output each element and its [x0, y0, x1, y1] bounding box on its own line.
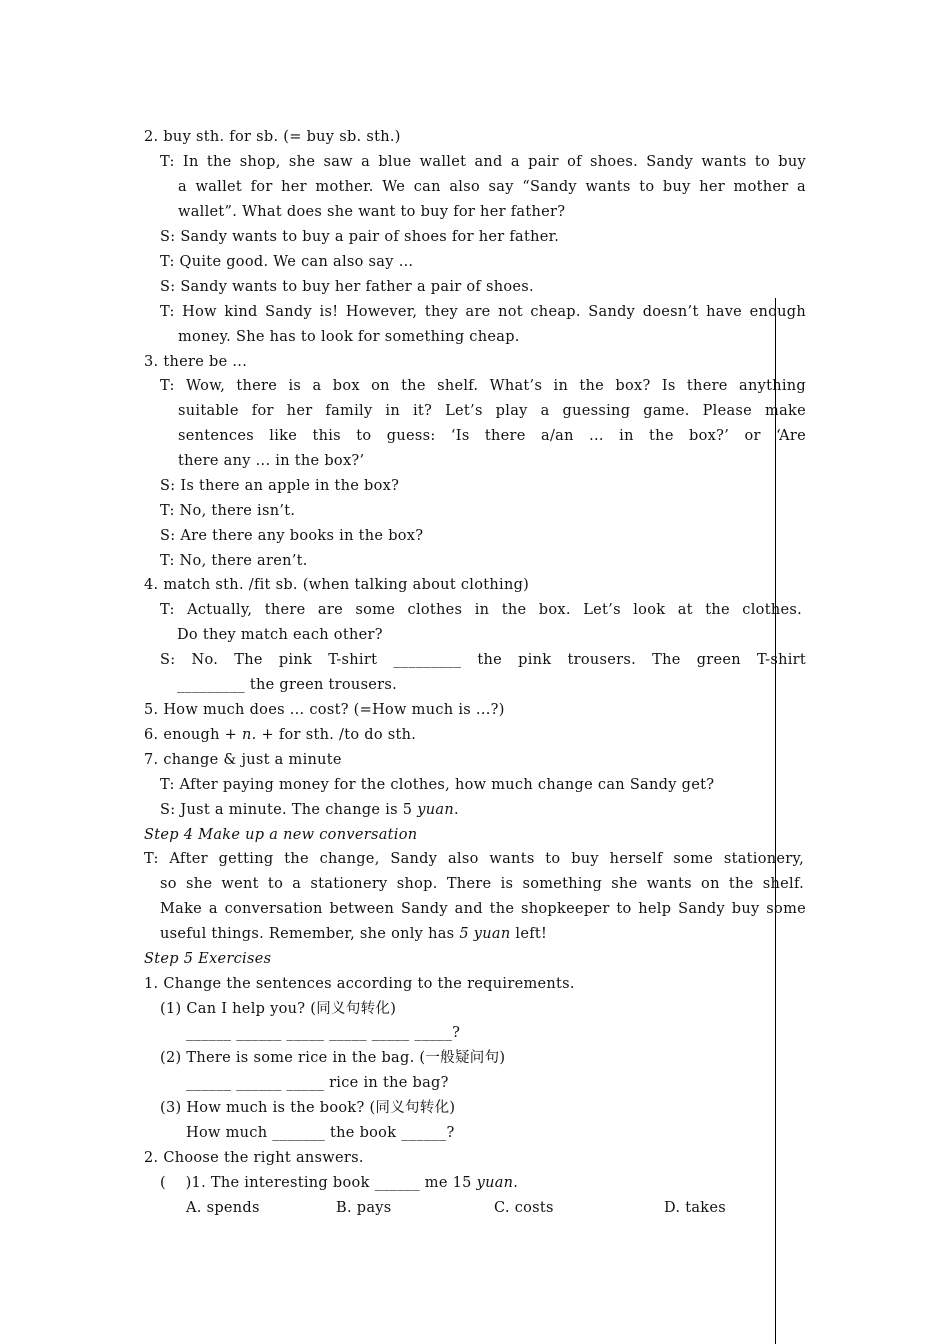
dialogue-line: S: Sandy wants to buy her father a pair of shoes. [160, 279, 534, 295]
dialogue-line: T: No, there aren’t. [160, 553, 308, 569]
dialogue-line: suitable for her family in it? Let’s play a guessing game. Please make [178, 403, 806, 419]
exercise-2-title: 2. Choose the right answers. [144, 1150, 364, 1166]
option-a: A. spends [186, 1200, 260, 1216]
answer-blanks: ______ ______ _____ _____ _____ _____? [186, 1025, 461, 1041]
exercise-item: (1) Can I help you? (同义句转化) [160, 1001, 397, 1017]
dialogue-line: sentences like this to guess: ‘Is there a/an ... in the box?’ or ‘Are [178, 428, 806, 444]
section-2-title: 2. buy sth. for sb. (= buy sb. sth.) [144, 129, 401, 145]
fill-blank-line: _________ the green trousers. [177, 677, 398, 693]
dialogue-line: T: Actually, there are some clothes in the box. Let’s look at the clothes. [160, 602, 802, 618]
step-4-heading: Step 4 Make up a new conversation [144, 827, 418, 843]
dialogue-line: S: Are there any books in the box? [160, 528, 424, 544]
dialogue-line: T: Quite good. We can also say … [160, 254, 414, 270]
option-b: B. pays [336, 1200, 392, 1216]
dialogue-line: Do they match each other? [177, 627, 383, 643]
dialogue-line: T: After paying money for the clothes, how much change can Sandy get? [160, 777, 715, 793]
step-5-heading: Step 5 Exercises [144, 951, 272, 967]
dialogue-line: wallet”. What does she want to buy for her father? [178, 204, 566, 220]
section-3-title: 3. there be ... [144, 354, 248, 370]
dialogue-line: a wallet for her mother. We can also say “Sandy wants to buy her mother a [178, 179, 806, 195]
exercise-1-title: 1. Change the sentences according to the requirements. [144, 976, 575, 992]
answer-blanks: ______ ______ _____ rice in the bag? [186, 1075, 449, 1091]
exercise-item: (2) There is some rice in the bag. (一般疑问句) [160, 1050, 506, 1066]
dialogue-line: S: Is there an apple in the box? [160, 478, 400, 494]
instruction-line: T: After getting the change, Sandy also wants to buy herself some stationery, [144, 851, 804, 867]
section-7-title: 7. change & just a minute [144, 752, 342, 768]
section-4-title: 4. match sth. /fit sb. (when talking about clothing) [144, 577, 530, 593]
instruction-line: useful things. Remember, she only has 5 yuan left! [160, 926, 548, 942]
exercise-item: (3) How much is the book? (同义句转化) [160, 1100, 456, 1116]
instruction-line: Make a conversation between Sandy and the shopkeeper to help Sandy buy some [160, 901, 806, 917]
dialogue-line: T: Wow, there is a box on the shelf. What’s in the box? Is there anything [160, 378, 806, 394]
multiple-choice-question: ( )1. The interesting book ______ me 15 yuan. [160, 1175, 519, 1191]
option-c: C. costs [494, 1200, 554, 1216]
section-5-title: 5. How much does ... cost? (=How much is ...?) [144, 702, 505, 718]
dialogue-line: T: No, there isn’t. [160, 503, 296, 519]
answer-blanks: How much _______ the book ______? [186, 1125, 455, 1141]
dialogue-line: S: Just a minute. The change is 5 yuan. [160, 802, 459, 818]
option-d: D. takes [664, 1200, 727, 1216]
dialogue-line: T: How kind Sandy is! However, they are not cheap. Sandy doesn’t have enough [160, 304, 806, 320]
dialogue-line: S: Sandy wants to buy a pair of shoes for her father. [160, 229, 560, 245]
dialogue-line: money. She has to look for something cheap. [178, 329, 520, 345]
instruction-line: so she went to a stationery shop. There is something she wants on the shelf. [160, 876, 804, 892]
dialogue-line: T: In the shop, she saw a blue wallet and a pair of shoes. Sandy wants to buy [160, 154, 806, 170]
vertical-margin-line [775, 298, 776, 1344]
dialogue-line: there any ... in the box?’ [178, 453, 365, 469]
section-6-title: 6. enough + n. + for sth. /to do sth. [144, 727, 417, 743]
fill-blank-line: S: No. The pink T-shirt _________ the pink trousers. The green T-shirt [160, 652, 806, 668]
